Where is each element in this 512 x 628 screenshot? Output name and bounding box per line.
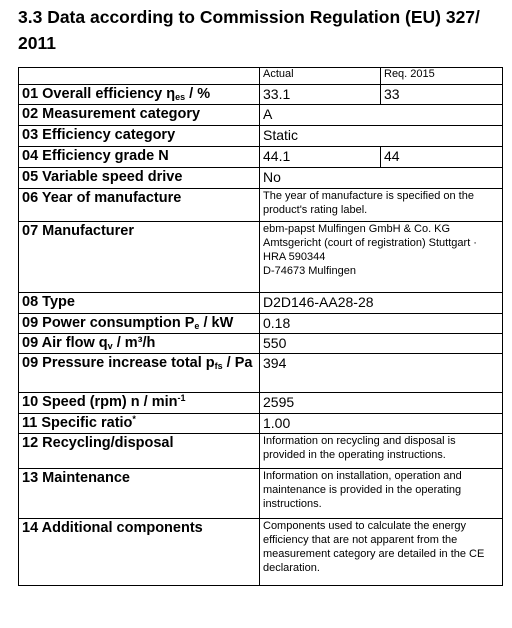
column-header-required: Req. 2015 bbox=[381, 68, 503, 85]
row-label: 02 Measurement category bbox=[19, 105, 260, 126]
manufacturer-line: HRA 590344 bbox=[263, 251, 326, 263]
section-title: 3.3 Data according to Commission Regulation (EU) 327/ 2011 bbox=[18, 7, 480, 53]
table-row bbox=[19, 85, 503, 105]
row-value: 1.00 bbox=[260, 414, 503, 434]
required-value: 44 bbox=[381, 147, 503, 168]
row-value: The year of manufacture is specified on the product's rating label. bbox=[260, 189, 503, 222]
table-row bbox=[19, 126, 503, 147]
row-label: 13 Maintenance bbox=[19, 469, 260, 519]
row-label: 11 Specific ratio* bbox=[19, 414, 260, 434]
row-label: 09 Pressure increase total $p_{fs}$ / Pa bbox=[19, 354, 260, 393]
row-label: 03 Efficiency category bbox=[19, 126, 260, 147]
row-value: D2D146-AA28-28 bbox=[260, 293, 503, 314]
table-row bbox=[19, 393, 503, 414]
table-row bbox=[19, 334, 503, 354]
row-label: 14 Additional components bbox=[19, 519, 260, 586]
row-label: 08 Type bbox=[19, 293, 260, 314]
table-row bbox=[19, 147, 503, 168]
row-value: Static bbox=[260, 126, 503, 147]
row-value: A bbox=[260, 105, 503, 126]
row-value: 0.18 bbox=[260, 314, 503, 334]
row-label: 04 Efficiency grade N bbox=[19, 147, 260, 168]
table-row bbox=[19, 168, 503, 189]
manufacturer-line: Amtsgericht (court of registration) Stuttgart · bbox=[263, 237, 477, 249]
row-value: 550 bbox=[260, 334, 503, 354]
table-row bbox=[19, 314, 503, 334]
row-label: 12 Recycling/disposal bbox=[19, 434, 260, 469]
row-value: Information on recycling and disposal is provided in the operating instructions. bbox=[260, 434, 503, 469]
table-row bbox=[19, 222, 503, 293]
table-row bbox=[19, 434, 503, 469]
table-header-row bbox=[19, 68, 503, 85]
row-label: 09 Air flow $q_v / m^3/h$ bbox=[19, 334, 260, 354]
manufacturer-line: ebm-papst Mulfingen GmbH & Co. KG bbox=[263, 223, 451, 235]
table-row bbox=[19, 293, 503, 314]
column-header-actual: Actual bbox=[260, 68, 381, 85]
required-value: 33 bbox=[381, 85, 503, 105]
manufacturer-value bbox=[260, 222, 503, 293]
row-label: 05 Variable speed drive bbox=[19, 168, 260, 189]
actual-value: 33.1 bbox=[260, 85, 381, 105]
row-value: 394 bbox=[260, 354, 503, 393]
row-label: 01 Overall efficiency $\eta_{es}$ / % bbox=[19, 85, 260, 105]
actual-value: 44.1 bbox=[260, 147, 381, 168]
table-row bbox=[19, 189, 503, 222]
table-row bbox=[19, 469, 503, 519]
row-value: Components used to calculate the energy efficiency that are not apparent from the measurement category are detailed in the CE declaration. bbox=[260, 519, 503, 586]
table-row bbox=[19, 354, 503, 393]
row-value: Information on installation, operation and maintenance is provided in the operating instructions. bbox=[260, 469, 503, 519]
row-label: 10 Speed (rpm) n / $\min^{-1}$ bbox=[19, 393, 260, 414]
efficiency-data-table bbox=[18, 67, 503, 586]
table-row bbox=[19, 105, 503, 126]
row-label: 07 Manufacturer bbox=[19, 222, 260, 293]
row-value: 2595 bbox=[260, 393, 503, 414]
table-row bbox=[19, 519, 503, 586]
manufacturer-line: D-74673 Mulfingen bbox=[263, 265, 356, 277]
row-label: 09 Power consumption $P_e$ / kW bbox=[19, 314, 260, 334]
row-label: 06 Year of manufacture bbox=[19, 189, 260, 222]
row-value: No bbox=[260, 168, 503, 189]
header-label-cell bbox=[19, 68, 260, 85]
table-row bbox=[19, 414, 503, 434]
